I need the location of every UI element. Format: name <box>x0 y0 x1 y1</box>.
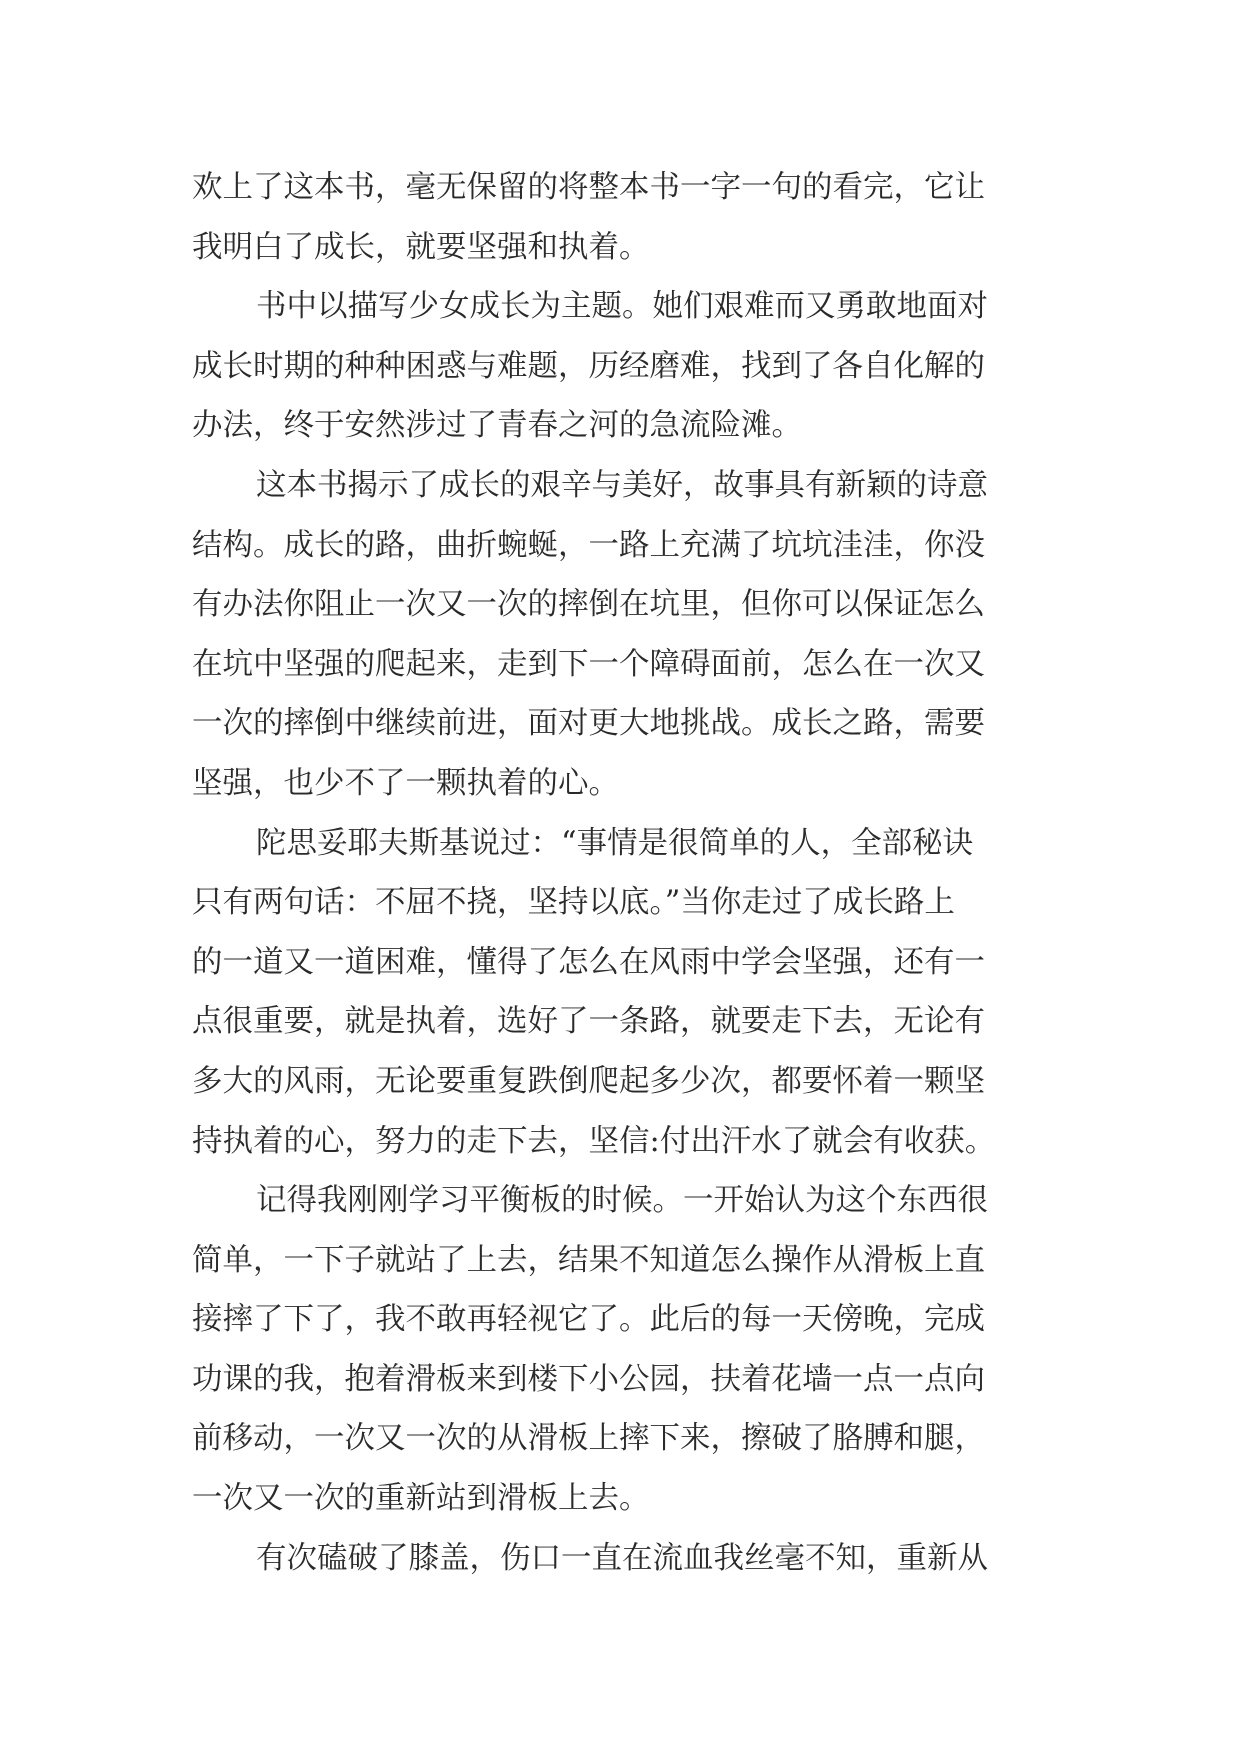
text-line: 持执着的心，努力的走下去，坚信:付出汗水了就会有收获。 <box>192 1123 996 1159</box>
text-line: 结构。成长的路，曲折蜿蜒，一路上充满了坑坑洼洼，你没 <box>192 527 985 563</box>
text-line: 一次又一次的重新站到滑板上去。 <box>192 1481 650 1517</box>
text-line: 这本书揭示了成长的艰辛与美好，故事具有新颖的诗意 <box>256 467 988 503</box>
text-line: 只有两句话：不屈不挠，坚持以底。”当你走过了成长路上 <box>192 885 955 921</box>
text-line: 书中以描写少女成长为主题。她们艰难而又勇敢地面对 <box>256 289 988 325</box>
text-line: 办法，终于安然涉过了青春之河的急流险滩。 <box>192 408 802 444</box>
paragraph <box>192 1529 1062 1589</box>
document-body <box>192 158 1062 1588</box>
text-line: 的一道又一道困难，懂得了怎么在风雨中学会坚强，还有一 <box>192 944 985 980</box>
paragraph <box>192 277 1062 456</box>
text-line: 一次的摔倒中继续前进，面对更大地挑战。成长之路，需要 <box>192 706 985 742</box>
text-line: 我明白了成长，就要坚强和执着。 <box>192 229 650 265</box>
text-line: 记得我刚刚学习平衡板的时候。一开始认为这个东西很 <box>256 1183 988 1219</box>
paragraph <box>192 456 1062 814</box>
text-line: 有次磕破了膝盖，伤口一直在流血我丝毫不知，重新从 <box>256 1540 988 1576</box>
text-line: 前移动，一次又一次的从滑板上摔下来，擦破了胳膊和腿， <box>192 1421 985 1457</box>
paragraph <box>192 1171 1062 1529</box>
text-line: 多大的风雨，无论要重复跌倒爬起多少次，都要怀着一颗坚 <box>192 1063 985 1099</box>
text-line: 陀思妥耶夫斯基说过：“事情是很简单的人，全部秘诀 <box>256 825 974 861</box>
text-line: 坚强，也少不了一颗执着的心。 <box>192 765 619 801</box>
text-line: 在坑中坚强的爬起来，走到下一个障碍面前，怎么在一次又 <box>192 646 985 682</box>
text-line: 欢上了这本书，毫无保留的将整本书一字一句的看完，它让 <box>192 170 985 205</box>
text-line: 成长时期的种种困惑与难题，历经磨难，找到了各自化解的 <box>192 348 985 384</box>
paragraph <box>192 814 1062 1172</box>
text-line: 点很重要，就是执着，选好了一条路，就要走下去，无论有 <box>192 1004 985 1040</box>
text-line: 简单，一下子就站了上去，结果不知道怎么操作从滑板上直 <box>192 1242 985 1278</box>
text-line: 有办法你阻止一次又一次的摔倒在坑里，但你可以保证怎么 <box>192 587 985 623</box>
text-line: 接摔了下了，我不敢再轻视它了。此后的每一天傍晚，完成 <box>192 1302 985 1338</box>
paragraph <box>192 158 1062 277</box>
text-line: 功课的我，抱着滑板来到楼下小公园，扶着花墙一点一点向 <box>192 1361 985 1397</box>
